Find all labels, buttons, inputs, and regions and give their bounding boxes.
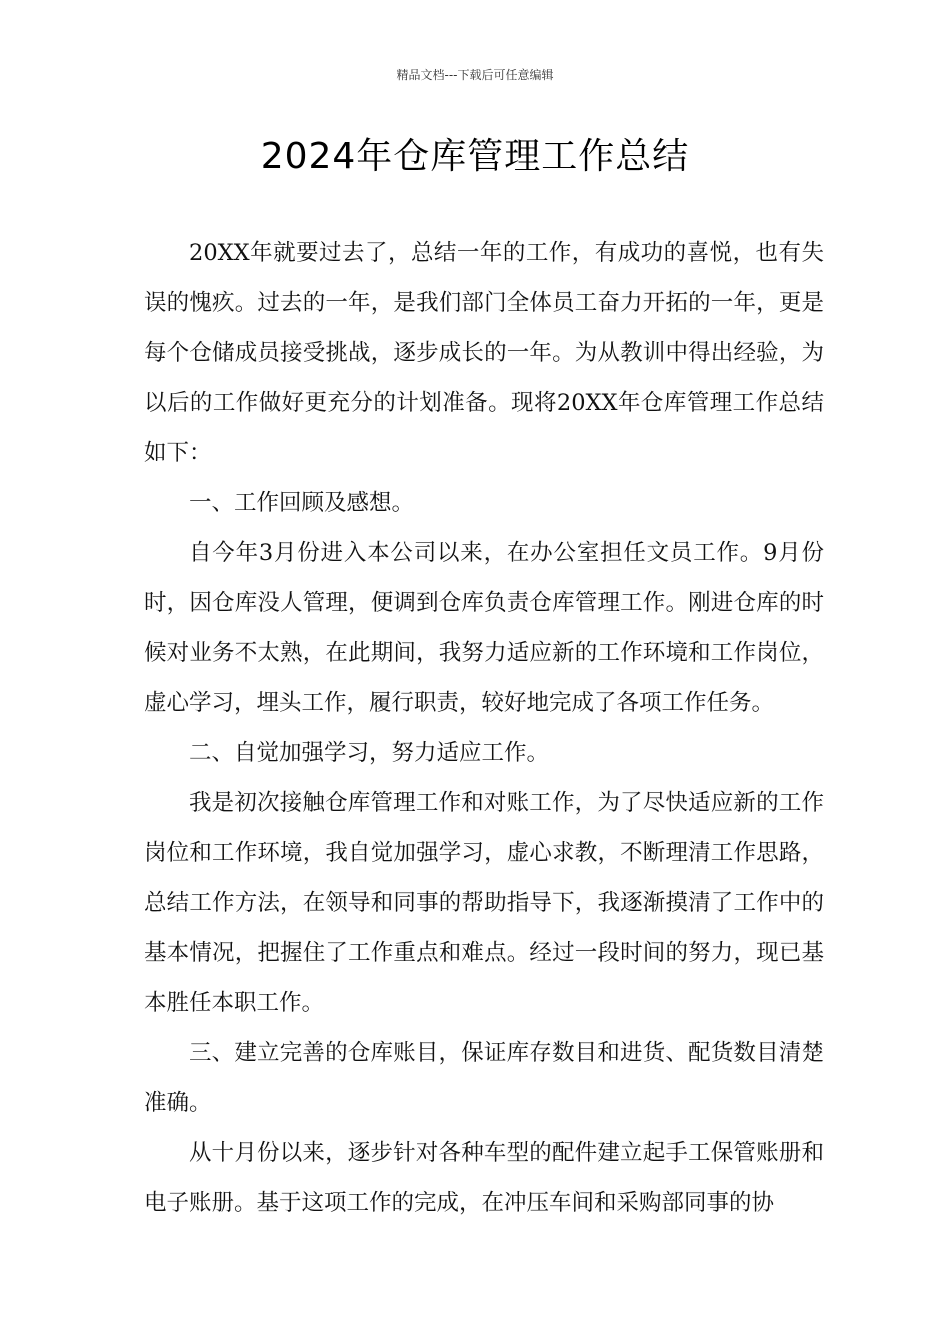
paragraph-section-2: 我是初次接触仓库管理工作和对账工作，为了尽快适应新的工作岗位和工作环境，我自觉加强学习，虚心求教，不断理清工作思路，总结工作方法，在领导和同事的帮助指导下，我逐渐摸清了工作中的基本情况，把握住了工作重点和难点。经过一段时间的努力，现已基本胜任本职工作。 (144, 790, 824, 1016)
paragraph-section-3: 从十月份以来，逐步针对各种车型的配件建立起手工保管账册和电子账册。基于这项工作的完成，在冲压车间和采购部同事的协 (144, 1140, 824, 1216)
paragraph-section-1: 自今年3月份进入本公司以来，在办公室担任文员工作。9月份时，因仓库没人管理，便调到仓库负责仓库管理工作。刚进仓库的时候对业务不太熟，在此期间，我努力适应新的工作环境和工作岗位，虚心学习，埋头工作，履行职责，较好地完成了各项工作任务。 (144, 540, 824, 716)
section-heading-2: 二、自觉加强学习，努力适应工作。 (189, 740, 550, 766)
section-heading-3: 三、建立完善的仓库账目，保证库存数目和进货、配货数目清楚准确。 (144, 1040, 824, 1116)
section-heading-1: 一、工作回顾及感想。 (189, 490, 415, 516)
document-body (144, 228, 824, 1228)
paragraph-intro: 20XX年就要过去了，总结一年的工作，有成功的喜悦，也有失误的愧疚。过去的一年，是我们部门全体员工奋力开拓的一年，更是每个仓储成员接受挑战，逐步成长的一年。为从教训中得出经验，为以后的工作做好更充分的计划准备。现将20XX年仓库管理工作总结如下： (144, 240, 824, 466)
document-title: 2024年仓库管理工作总结 (260, 136, 690, 177)
document-header-note: 精品文档---下载后可任意编辑 (396, 68, 554, 82)
